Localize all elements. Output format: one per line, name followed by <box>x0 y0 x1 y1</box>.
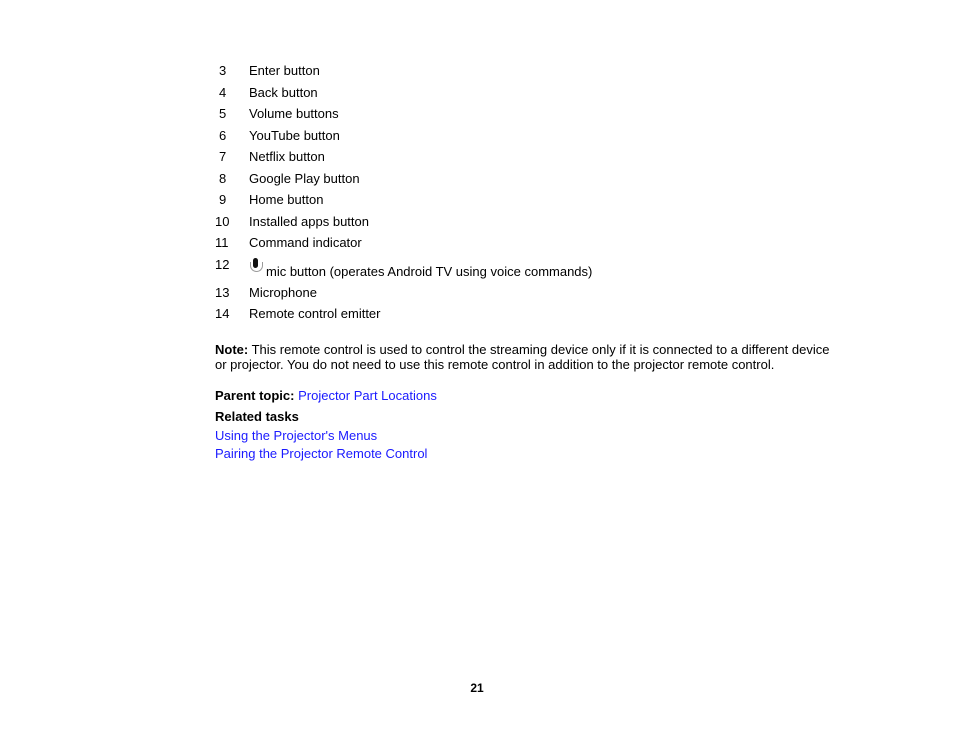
list-item <box>215 127 855 149</box>
part-number: 3 <box>219 63 227 78</box>
part-label: Google Play button <box>249 170 360 186</box>
part-number: 6 <box>219 127 227 143</box>
part-label: Installed apps button <box>249 213 369 229</box>
note-paragraph <box>215 342 835 372</box>
part-label: Command indicator <box>249 235 362 250</box>
parent-topic-link[interactable]: Projector Part Locations <box>298 388 437 403</box>
part-label: YouTube button <box>249 127 340 143</box>
part-label: Microphone <box>249 284 317 300</box>
list-item <box>215 148 855 170</box>
part-label: Netflix button <box>249 149 325 164</box>
list-item <box>215 305 855 327</box>
part-number: 13 <box>215 284 230 300</box>
page-number: 21 <box>470 681 484 695</box>
list-item <box>215 256 855 284</box>
parts-list <box>215 62 855 327</box>
list-item <box>215 62 855 84</box>
related-task-link-menus[interactable]: Using the Projector's Menus <box>215 428 378 443</box>
part-label: Remote control emitter <box>249 306 381 321</box>
note-text: This remote control is used to control the streaming device only if it is connected to a different device or projector. You do not need to use this remote control in addition to the projector remote control. <box>215 342 830 372</box>
microphone-icon <box>249 262 263 278</box>
related-tasks-list <box>215 427 427 463</box>
related-task-link-pairing[interactable]: Pairing the Projector Remote Control <box>215 446 428 461</box>
parent-topic-lead: Parent topic: <box>215 388 295 403</box>
part-label: Back button <box>249 84 318 100</box>
part-number: 5 <box>219 106 227 121</box>
part-number: 9 <box>219 192 227 207</box>
parent-topic <box>215 388 437 403</box>
list-item <box>215 170 855 192</box>
list-item <box>215 105 855 127</box>
part-number: 8 <box>219 170 227 186</box>
part-number: 12 <box>215 256 230 272</box>
part-number: 11 <box>215 235 229 250</box>
list-item <box>215 213 855 235</box>
part-label: Volume buttons <box>249 106 339 121</box>
related-tasks-heading: Related tasks <box>215 409 299 424</box>
part-label: Enter button <box>249 63 320 78</box>
part-label-with-icon <box>249 262 592 281</box>
part-number: 7 <box>219 149 227 164</box>
part-number: 10 <box>215 213 230 229</box>
list-item <box>215 234 855 256</box>
list-item <box>215 84 855 106</box>
note-lead: Note: <box>215 342 249 357</box>
list-item <box>215 191 855 213</box>
part-label: mic button (operates Android TV using voice commands) <box>266 263 593 279</box>
part-number: 4 <box>219 84 227 100</box>
part-label: Home button <box>249 192 324 207</box>
list-item <box>215 284 855 306</box>
part-number: 14 <box>215 306 230 321</box>
